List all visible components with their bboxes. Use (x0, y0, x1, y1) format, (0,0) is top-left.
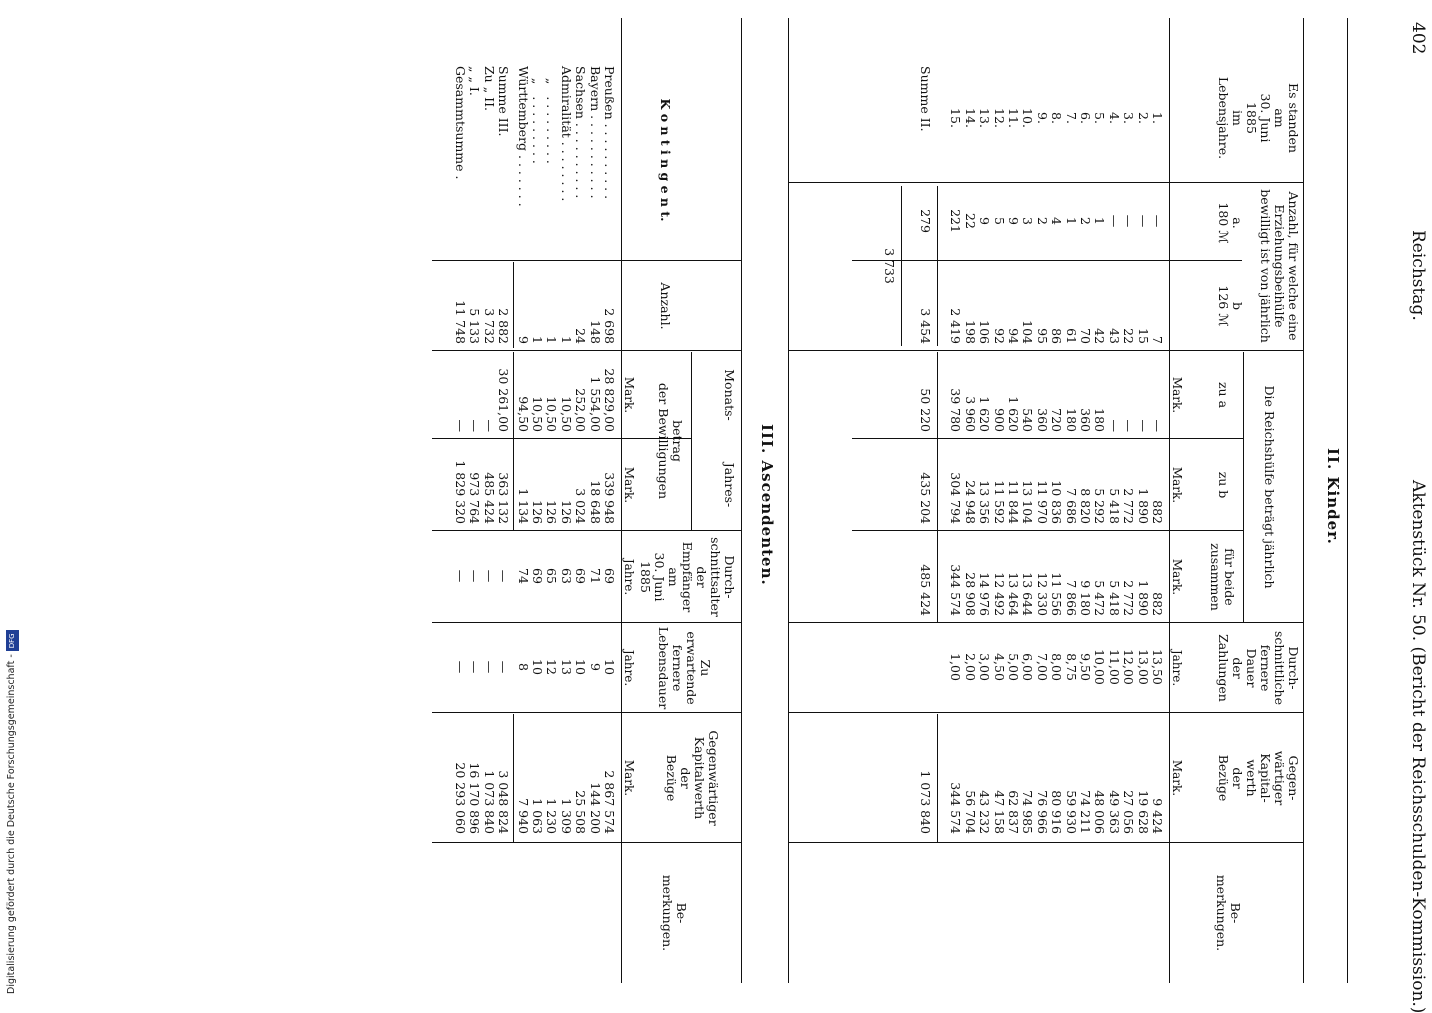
table2-col-aid-b: 882 1 890 2 772 5 418 5 292 8 820 7 686 10 836 11 970 13 104 11 844 11 592 13 356 24 948 304 794 (948, 472, 1165, 524)
header-count: Anzahl. (658, 282, 673, 330)
table2-sum-a: 279 (918, 209, 933, 233)
rotated-page-scan: 402 Reichstag. Aktenstück Nr. 50. (Bericht der Reichsschulden-Kommission.) II. Kinder. Es standen am 30. Juni 1885 im Lebensjahre. Anzahl, für welche eine Erziehungsbeihülfe bewilligt ist von jährlich a. 180 ℳ b 126 ℳ Die Reichshülfe beträgt jährlich zu a zu b für beide zusammen Durch- schnittliche fernere Dauer der Zahlungen Gegen- wärtiger Kapital- werth der Bezüge Be- merkungen. Mark. Mark. Mark. Jahre. Mark. 1. 2. 3. 4. 5. 6. 7. 8. 9. 10. 11. 12. 13. 14. 15. — — — — 1 2 1 4 2 3 9 5 9 22 221 7 15 22 43 42 70 61 86 95 104 94 92 106 198 2 419 — — — — 180 360 180 720 360 540 1 620 900 1 620 3 960 39 780 882 1 890 2 772 5 418 5 292 8 820 7 686 10 836 11 970 13 104 11 844 11 592 13 356 24 948 304 794 882 1 890 2 772 5 418 5 472 9 180 7 866 11 556 12 330 13 644 13 464 12 492 14 976 28 908 344 574 13,50 13,00 12,00 11,00 10,00 9,50 8,75 8,00 7,00 6,00 5,00 4,50 3,00 2,00 1,00 9 424 19 628 27 056 49 363 48 006 74 211 59 930 80 916 76 966 74 985 62 837 47 158 43 232 56 704 344 574 Summe II. 279 3 454 50 220 435 204 485 424 1 073 840 3 733 III. Ascendenten. K o n t i n g e n t. Anzahl. Monats- Jahres- betrag der Bewilligungen Durch- schnittsalter der Empfänger am 30. Juni 1885 Zu erwartende fernere Lebensdauer Gegenwärtiger Kapitalwerth der Bezüge Be- merkungen. Mark. Mark. Jahre. Jahre. Mark. Preußen . . . . . . . . . . Bayern . . . . . . . . . . . Sachsen . . . . . . . . . . Admiralität . . . . . . . . „ . . . . . . . . . „ . . . . . . . . . Württemberg . . . . . . . 2 698 148 24 1 1 1 9 28 829,00 1 554,00 252,00 10,50 10,50 10,50 94,50 339 948 18 648 3 024 126 126 126 1 134 69 71 69 63 65 69 74 10 9 10 13 12 10 8 2 867 574 144 200 25 508 1 309 1 230 1 063 7 940 Summe III. Zu „ II. „ „ I. Gesammtsumme . 2 882 3 732 5 133 11 748 30 261,00 — — — 363 132 485 424 973 764 1 829 320 — — — — — — — — 3 048 824 1 073 840 16 170 896 20 293 060 (0, 0, 1432, 1000)
header-capital: Gegen- wärtiger Kapital- werth der Bezüge (1216, 750, 1301, 806)
running-head-rule (1347, 18, 1348, 983)
table3-summary-capital: 3 048 824 1 073 840 16 170 896 20 293 060 (452, 762, 511, 834)
table3-col-age: 69 71 69 63 65 69 74 (515, 568, 617, 584)
table2-top-rule (1303, 18, 1304, 983)
table2-sum-aid-a: 50 220 (918, 388, 933, 432)
dfg-logo: DFG (6, 630, 19, 651)
footer-text: Digitalisierung gefördert durch die Deutsche Forschungsgemeinschaft - (6, 654, 17, 994)
table2-bottom-rule (788, 18, 789, 983)
table2-col-age: 1. 2. 3. 4. 5. 6. 7. 8. 9. 10. 11. 12. 13. 14. 15. (948, 108, 1165, 128)
header-duration: Durch- schnittliche fernere Dauer der Zahlungen (1216, 630, 1301, 705)
table2-sum-aid-b: 435 204 (918, 472, 933, 524)
table2-col-duration: 13,50 13,00 12,00 11,00 10,00 9,50 8,75 8,00 7,00 6,00 5,00 4,50 3,00 2,00 1,00 (948, 649, 1165, 685)
table2-sum-b: 3 454 (918, 308, 933, 344)
table3-summary-label: Summe III. Zu „ II. „ „ I. Gesammtsumme . (452, 66, 511, 180)
table3-col-monthly: 28 829,00 1 554,00 252,00 10,50 10,50 10,50 94,50 (515, 368, 617, 432)
header-aid-total: für beide zusammen (1208, 543, 1237, 611)
header-age: Es standen am 30. Juni 1885 im Lebensjahre. (1216, 76, 1301, 160)
table3-summary-count: 2 882 3 732 5 133 11 748 (452, 300, 511, 344)
table3-col-capital: 2 867 574 144 200 25 508 1 309 1 230 1 063 7 940 (515, 770, 617, 834)
table2-sum-aid-total: 485 424 (918, 564, 933, 616)
table3-top-rule (741, 18, 742, 983)
table2-sum-capital: 1 073 840 (918, 770, 933, 834)
table3-col-label: Preußen . . . . . . . . . . Bayern . . . . . . . . . . . Sachsen . . . . . . . . . . Admiralität . . . . . . . . „ . . . . . . . . . „ . . . . . . . . . Württemberg . . . . . . . (515, 66, 617, 207)
header-aid-group: Die Reichshülfe beträgt jährlich (1262, 385, 1277, 589)
table3-col-yearly: 339 948 18 648 3 024 126 126 126 1 134 (515, 472, 617, 524)
header-monthly: Monats- (722, 369, 737, 421)
header-capital3: Gegenwärtiger Kapitalwerth der Bezüge (664, 730, 721, 826)
section-title-kinder: II. Kinder. (1324, 448, 1342, 545)
header-age-avg: Durch- schnittsalter der Empfänger am 30. Juni 1885 (638, 537, 737, 617)
table2-col-aid-a: — — — — 180 360 180 720 360 540 1 620 900 1 620 3 960 39 780 (948, 388, 1165, 432)
header-amount-group: betrag der Bewilligungen (656, 382, 685, 500)
header-remarks: Be- merkungen. (1214, 874, 1243, 952)
table3-summary-expect: — — — — (452, 660, 511, 674)
running-head-left: Reichstag. (1408, 230, 1428, 321)
header-count-b: b 126 ℳ (1216, 285, 1245, 327)
section-title-ascendenten: III. Ascendenten. (758, 424, 776, 586)
table3-summary-age: — — — — (452, 569, 511, 583)
table3-col-expect: 10 9 10 13 12 10 8 (515, 659, 617, 675)
table2-sum-count-total: 3 733 (882, 248, 897, 284)
header-remarks3: Be- merkungen. (660, 874, 689, 952)
digitization-footer (6, 604, 17, 994)
table2-sum-label: Summe II. (918, 66, 933, 132)
table3-summary-monthly: 30 261,00 — — — (452, 368, 511, 432)
header-contingent: K o n t i n g e n t. (658, 98, 673, 222)
header-aid-a: zu a (1216, 381, 1231, 409)
header-expect: Zu erwartende fernere Lebensdauer (656, 626, 713, 710)
header-aid-b: zu b (1216, 471, 1231, 499)
running-head-center: Aktenstück Nr. 50. (Bericht der Reichsschulden-Kommission.) (1408, 480, 1428, 1013)
table2-col-aid-total: 882 1 890 2 772 5 418 5 472 9 180 7 866 11 556 12 330 13 644 13 464 12 492 14 976 28 908 344 574 (948, 564, 1165, 616)
header-count-group: Anzahl, für welche eine Erziehungsbeihülfe bewilligt ist von jährlich (1258, 189, 1301, 343)
table2-col-count-a: — — — — 1 2 1 4 2 3 9 5 9 22 221 (948, 209, 1165, 233)
table2-col-capital: 9 424 19 628 27 056 49 363 48 006 74 211 59 930 80 916 76 966 74 985 62 837 47 158 43 232 56 704 344 574 (948, 782, 1165, 834)
header-yearly: Jahres- (722, 462, 737, 508)
page-number: 402 (1408, 22, 1428, 55)
header-count-a: a. 180 ℳ (1216, 202, 1245, 244)
table3-col-count: 2 698 148 24 1 1 1 9 (515, 308, 617, 344)
table3-summary-yearly: 363 132 485 424 973 764 1 829 320 (452, 460, 511, 524)
table2-col-count-b: 7 15 22 43 42 70 61 86 95 104 94 92 106 198 2 419 (948, 308, 1165, 344)
